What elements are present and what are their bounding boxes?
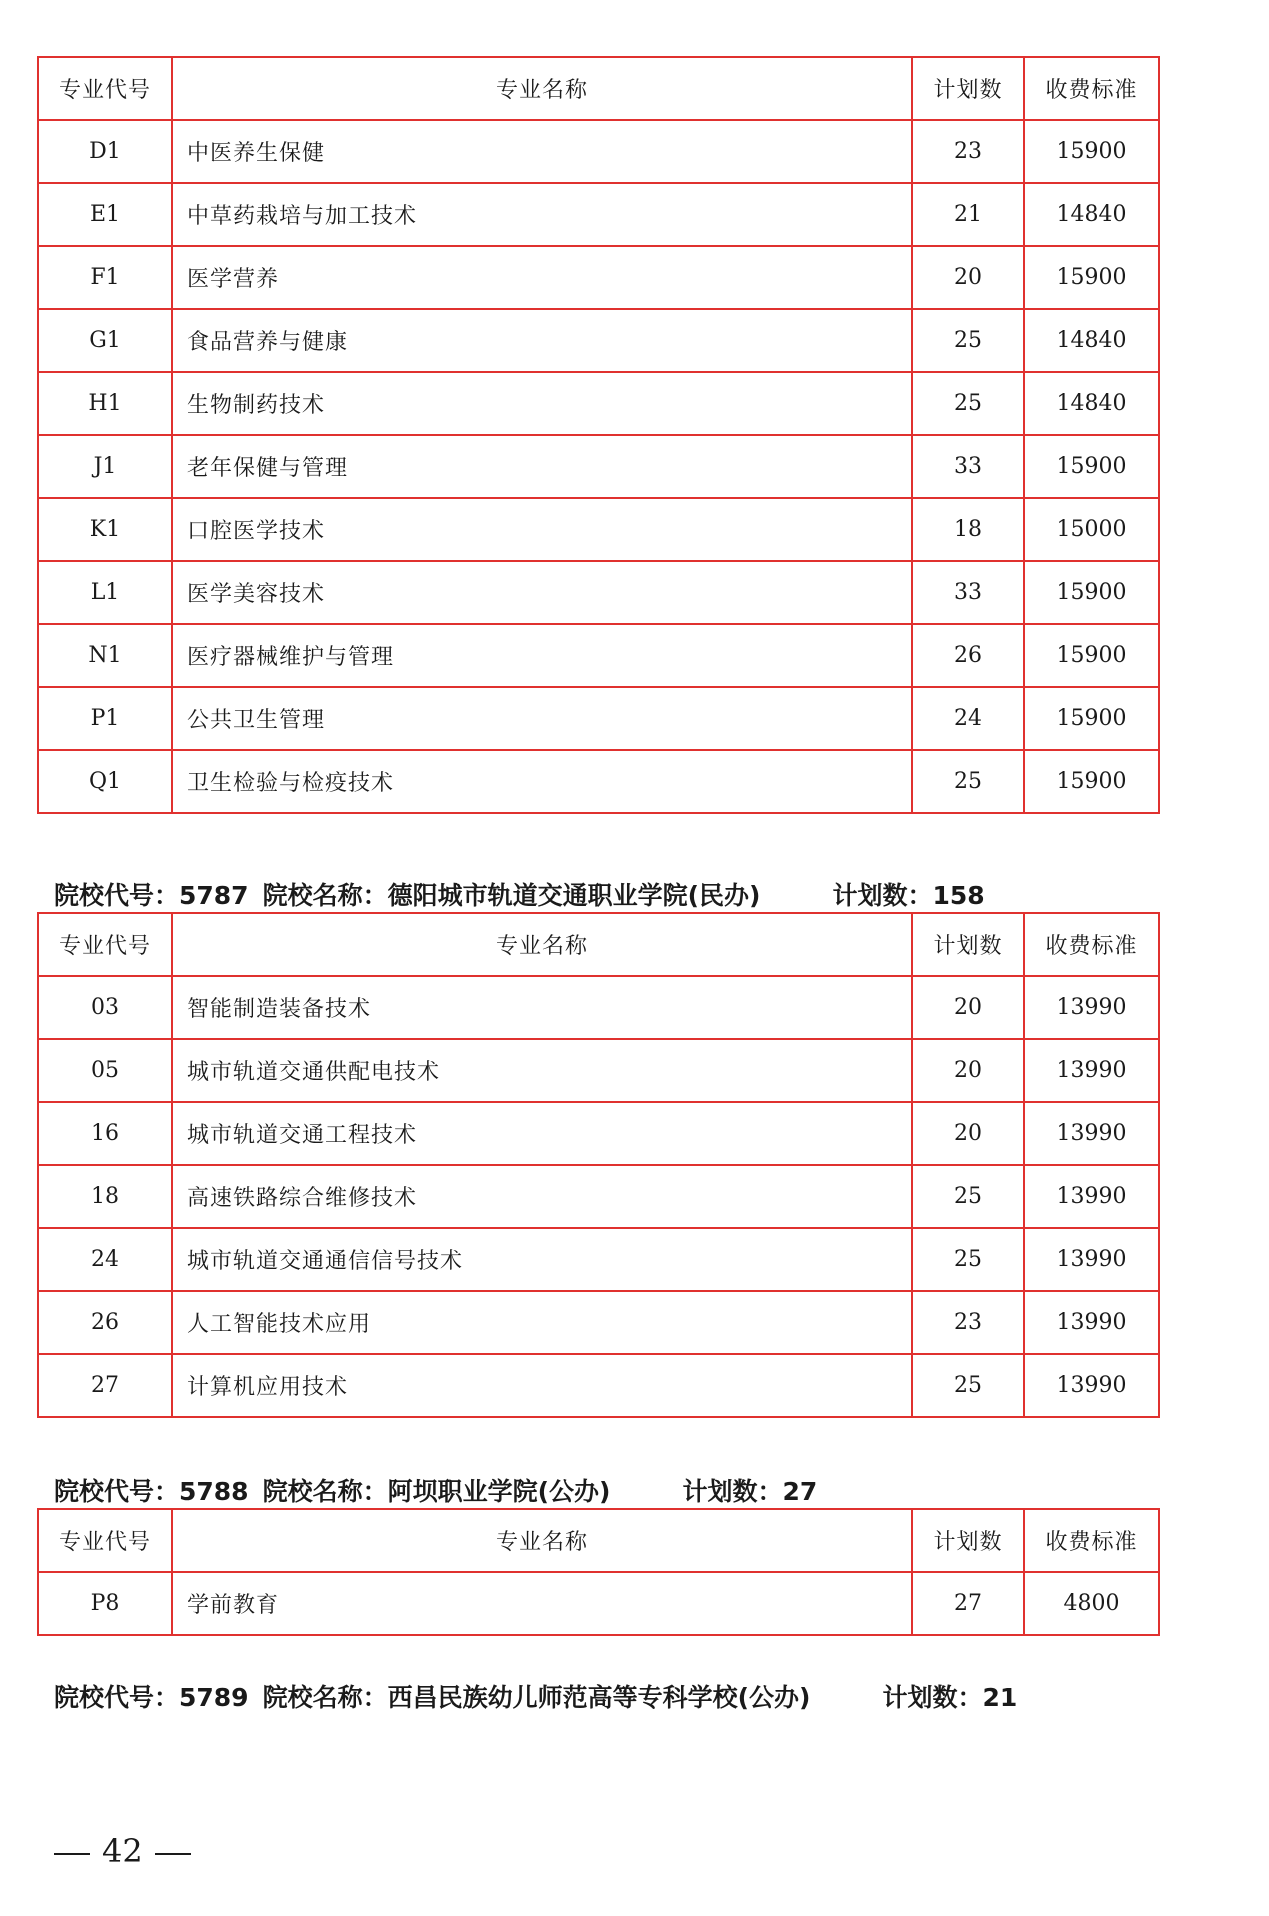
table-row: [38, 435, 1159, 498]
fee-cell: 15900: [1024, 435, 1159, 498]
major-name-cell: 高速铁路综合维修技术: [172, 1165, 912, 1228]
header-plan: 计划数: [912, 57, 1024, 120]
major-code-cell: 27: [38, 1354, 172, 1417]
major-code-cell: F1: [38, 246, 172, 309]
header-fee: 收费标准: [1024, 1509, 1159, 1572]
dash-left: [54, 1853, 90, 1855]
major-code-cell: P8: [38, 1572, 172, 1635]
major-name-cell: 老年保健与管理: [172, 435, 912, 498]
table-row: [38, 1102, 1159, 1165]
plan-count-cell: 27: [912, 1572, 1024, 1635]
major-name-cell: 中草药栽培与加工技术: [172, 183, 912, 246]
major-code-cell: 03: [38, 976, 172, 1039]
table-row: [38, 687, 1159, 750]
page-number: [54, 1832, 203, 1870]
plan-count-cell: 26: [912, 624, 1024, 687]
major-name-cell: 城市轨道交通工程技术: [172, 1102, 912, 1165]
school-plan: 计划数：21: [882, 1683, 1018, 1712]
plan-count-cell: 25: [912, 372, 1024, 435]
plan-count-cell: 25: [912, 750, 1024, 813]
major-code-cell: L1: [38, 561, 172, 624]
plan-count-cell: 33: [912, 561, 1024, 624]
header-code: 专业代号: [38, 57, 172, 120]
header-plan: 计划数: [912, 1509, 1024, 1572]
fee-cell: 13990: [1024, 1354, 1159, 1417]
table-row: [38, 372, 1159, 435]
fee-cell: 15000: [1024, 498, 1159, 561]
fee-cell: 15900: [1024, 750, 1159, 813]
major-name-cell: 人工智能技术应用: [172, 1291, 912, 1354]
major-name-cell: 公共卫生管理: [172, 687, 912, 750]
fee-cell: 13990: [1024, 976, 1159, 1039]
school-name: 院校名称：西昌民族幼儿师范高等专科学校(公办): [262, 1683, 811, 1712]
header-fee: 收费标准: [1024, 913, 1159, 976]
fee-cell: 13990: [1024, 1165, 1159, 1228]
major-code-cell: N1: [38, 624, 172, 687]
table-row: [38, 498, 1159, 561]
major-name-cell: 城市轨道交通通信信号技术: [172, 1228, 912, 1291]
plan-count-cell: 18: [912, 498, 1024, 561]
table-header-row: [38, 913, 1159, 976]
table-header-row: [38, 57, 1159, 120]
major-code-cell: D1: [38, 120, 172, 183]
fee-cell: 15900: [1024, 687, 1159, 750]
table-row: [38, 1572, 1159, 1635]
fee-cell: 14840: [1024, 372, 1159, 435]
table-row: [38, 1039, 1159, 1102]
table-row: [38, 1165, 1159, 1228]
fee-cell: 13990: [1024, 1228, 1159, 1291]
school-code: 院校代号：5787: [54, 881, 249, 910]
table-row: [38, 976, 1159, 1039]
school-name: 院校名称：德阳城市轨道交通职业学院(民办): [262, 881, 761, 910]
major-code-cell: 18: [38, 1165, 172, 1228]
major-table-1: [37, 56, 1160, 814]
plan-count-cell: 23: [912, 1291, 1024, 1354]
major-name-cell: 城市轨道交通供配电技术: [172, 1039, 912, 1102]
plan-count-cell: 24: [912, 687, 1024, 750]
fee-cell: 15900: [1024, 120, 1159, 183]
header-name: 专业名称: [172, 913, 912, 976]
major-code-cell: E1: [38, 183, 172, 246]
plan-count-cell: 20: [912, 246, 1024, 309]
school-plan: 计划数：158: [832, 881, 985, 910]
table-row: [38, 561, 1159, 624]
plan-count-cell: 25: [912, 1354, 1024, 1417]
plan-count-cell: 20: [912, 976, 1024, 1039]
major-name-cell: 中医养生保健: [172, 120, 912, 183]
header-fee: 收费标准: [1024, 57, 1159, 120]
school-info-5788: [54, 1472, 817, 1508]
fee-cell: 15900: [1024, 246, 1159, 309]
table-row: [38, 1354, 1159, 1417]
table-row: [38, 246, 1159, 309]
major-name-cell: 智能制造装备技术: [172, 976, 912, 1039]
table-row: [38, 1291, 1159, 1354]
plan-count-cell: 20: [912, 1102, 1024, 1165]
plan-count-cell: 25: [912, 1228, 1024, 1291]
major-code-cell: K1: [38, 498, 172, 561]
major-code-cell: 24: [38, 1228, 172, 1291]
major-name-cell: 医疗器械维护与管理: [172, 624, 912, 687]
header-plan: 计划数: [912, 913, 1024, 976]
header-code: 专业代号: [38, 913, 172, 976]
major-table-2: [37, 912, 1160, 1418]
page-number-value: 42: [102, 1832, 143, 1870]
major-table-3: [37, 1508, 1160, 1636]
school-plan: 计划数：27: [682, 1477, 818, 1506]
major-code-cell: P1: [38, 687, 172, 750]
major-code-cell: H1: [38, 372, 172, 435]
fee-cell: 15900: [1024, 624, 1159, 687]
plan-count-cell: 25: [912, 309, 1024, 372]
table-row: [38, 750, 1159, 813]
plan-count-cell: 33: [912, 435, 1024, 498]
plan-count-cell: 25: [912, 1165, 1024, 1228]
major-name-cell: 食品营养与健康: [172, 309, 912, 372]
table-header-row: [38, 1509, 1159, 1572]
table-row: [38, 183, 1159, 246]
header-code: 专业代号: [38, 1509, 172, 1572]
table-3-body: [38, 1572, 1159, 1635]
major-name-cell: 医学营养: [172, 246, 912, 309]
fee-cell: 4800: [1024, 1572, 1159, 1635]
school-info-5789: [54, 1678, 1017, 1714]
fee-cell: 13990: [1024, 1102, 1159, 1165]
fee-cell: 13990: [1024, 1039, 1159, 1102]
table-row: [38, 120, 1159, 183]
table-row: [38, 624, 1159, 687]
dash-right: [155, 1853, 191, 1855]
school-code: 院校代号：5788: [54, 1477, 249, 1506]
major-name-cell: 生物制药技术: [172, 372, 912, 435]
table-row: [38, 1228, 1159, 1291]
plan-count-cell: 21: [912, 183, 1024, 246]
school-info-5787: [54, 876, 985, 912]
major-code-cell: Q1: [38, 750, 172, 813]
fee-cell: 15900: [1024, 561, 1159, 624]
plan-count-cell: 20: [912, 1039, 1024, 1102]
major-name-cell: 医学美容技术: [172, 561, 912, 624]
school-code: 院校代号：5789: [54, 1683, 249, 1712]
major-code-cell: 26: [38, 1291, 172, 1354]
major-name-cell: 计算机应用技术: [172, 1354, 912, 1417]
plan-count-cell: 23: [912, 120, 1024, 183]
header-name: 专业名称: [172, 57, 912, 120]
fee-cell: 13990: [1024, 1291, 1159, 1354]
fee-cell: 14840: [1024, 309, 1159, 372]
school-name: 院校名称：阿坝职业学院(公办): [262, 1477, 611, 1506]
major-code-cell: 16: [38, 1102, 172, 1165]
major-code-cell: J1: [38, 435, 172, 498]
major-name-cell: 口腔医学技术: [172, 498, 912, 561]
major-name-cell: 卫生检验与检疫技术: [172, 750, 912, 813]
major-name-cell: 学前教育: [172, 1572, 912, 1635]
major-code-cell: 05: [38, 1039, 172, 1102]
table-2-body: [38, 976, 1159, 1417]
table-row: [38, 309, 1159, 372]
fee-cell: 14840: [1024, 183, 1159, 246]
table-1-body: [38, 120, 1159, 813]
header-name: 专业名称: [172, 1509, 912, 1572]
major-code-cell: G1: [38, 309, 172, 372]
